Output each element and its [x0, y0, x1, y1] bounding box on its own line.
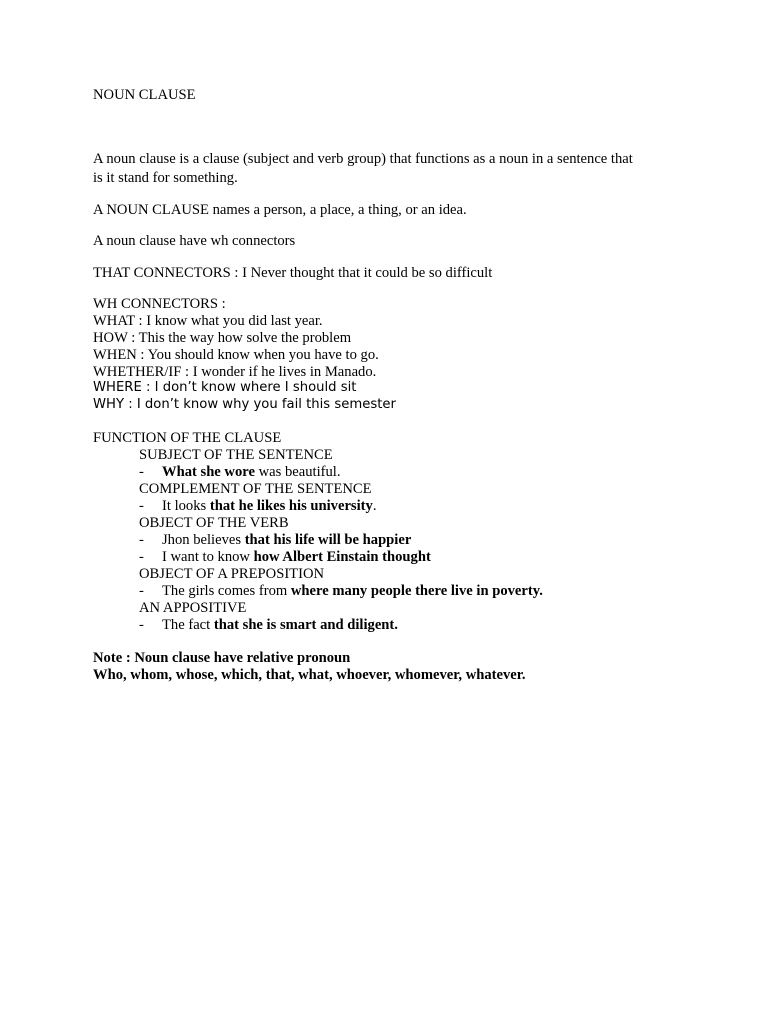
function-heading: FUNCTION OF THE CLAUSE — [93, 430, 282, 446]
bullet-dash: - — [139, 583, 144, 599]
wh-connectors-heading: WH CONNECTORS : — [93, 296, 226, 312]
bullet-dash: - — [139, 617, 144, 633]
wh-item-why: WHY : I don’t know why you fail this semester — [93, 397, 396, 412]
names-line: A NOUN CLAUSE names a person, a place, a thing, or an idea. — [93, 202, 467, 218]
wh-item-what: WHAT : I know what you did last year. — [93, 313, 323, 329]
note-line-2: Who, whom, whose, which, that, what, whoever, whomever, whatever. — [93, 667, 526, 683]
wh-item-when: WHEN : You should know when you have to go. — [93, 347, 379, 363]
bullet-dash: - — [139, 532, 144, 548]
page-title: NOUN CLAUSE — [93, 87, 196, 103]
subject-example: What she wore was beautiful. — [162, 464, 341, 480]
appositive-example: The fact that she is smart and diligent. — [162, 617, 398, 633]
object-prep-example: The girls comes from where many people there live in poverty. — [162, 583, 543, 599]
object-verb-example-2: I want to know how Albert Einstain thought — [162, 549, 431, 565]
definition-line-2: is it stand for something. — [93, 170, 238, 186]
bullet-dash: - — [139, 498, 144, 514]
complement-example: It looks that he likes his university. — [162, 498, 377, 514]
bullet-dash: - — [139, 464, 144, 480]
function-subject-label: SUBJECT OF THE SENTENCE — [139, 447, 333, 463]
that-connectors-line: THAT CONNECTORS : I Never thought that it could be so difficult — [93, 265, 493, 281]
function-object-prep-label: OBJECT OF A PREPOSITION — [139, 566, 325, 582]
function-appositive-label: AN APPOSITIVE — [139, 600, 247, 616]
wh-item-how: HOW : This the way how solve the problem — [93, 330, 352, 346]
wh-connectors-intro: A noun clause have wh connectors — [93, 233, 296, 249]
bullet-dash: - — [139, 549, 144, 565]
note-line-1: Note : Noun clause have relative pronoun — [93, 650, 351, 666]
function-object-verb-label: OBJECT OF THE VERB — [139, 515, 289, 531]
definition-line-1: A noun clause is a clause (subject and verb group) that functions as a noun in a sentence that — [93, 151, 633, 167]
object-verb-example-1: Jhon believes that his life will be happier — [162, 532, 412, 548]
function-complement-label: COMPLEMENT OF THE SENTENCE — [139, 481, 372, 497]
wh-item-whether: WHETHER/IF : I wonder if he lives in Manado. — [93, 364, 377, 380]
wh-item-where: WHERE : I don’t know where I should sit — [93, 380, 357, 395]
